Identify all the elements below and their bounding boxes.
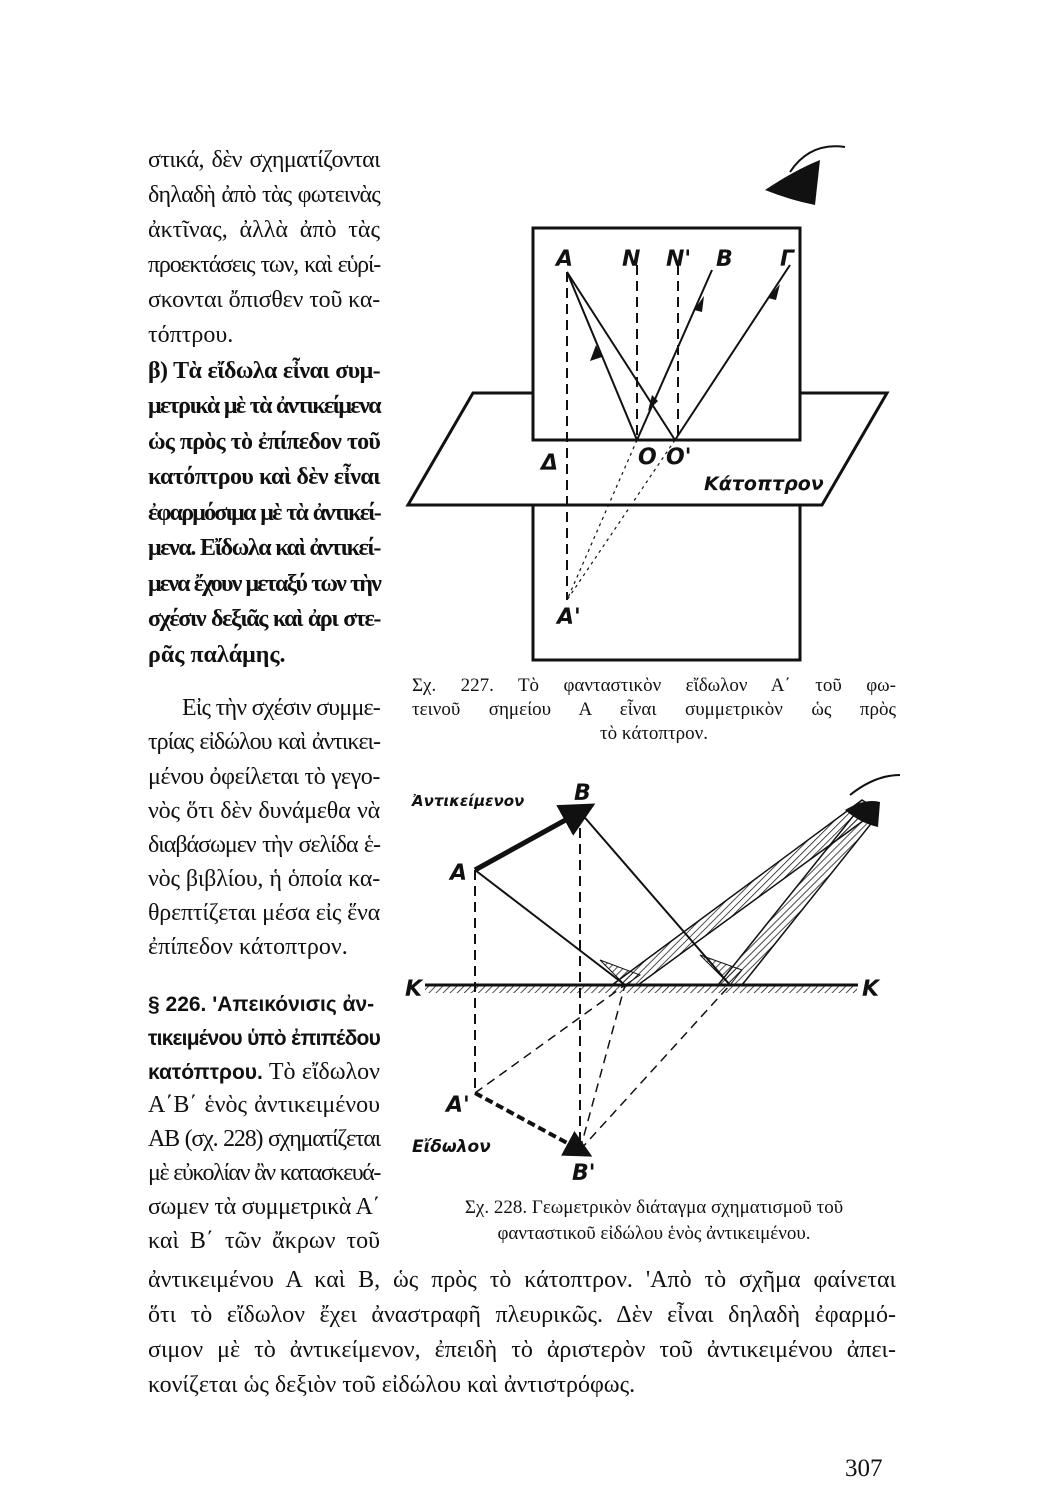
caption-line: Σχ. 228. Γεωμετρικὸν διάταγμα σχηματισμοῦ τοῦ [464, 1197, 844, 1218]
text-line: κατόπτρου καὶ δὲν εἶναι [148, 464, 380, 490]
caption-line: τὸ κάτοπτρον. [600, 723, 708, 744]
text-line: ρᾶς παλάμης. [148, 642, 286, 668]
text-line: μετρικὰ μὲ τὰ ἀντικείμενα [148, 393, 380, 419]
label-mirror: Κάτοπτρον [704, 473, 824, 495]
text-line: νὸς ὅτι δὲν δυνάμεθα νὰ [148, 798, 380, 824]
text-span: Τὸ εἴδωλον [268, 1059, 380, 1085]
text-line: μενα ἔχουν μεταξύ των τὴν [148, 571, 380, 597]
label-G: Γ [780, 247, 795, 272]
text-line: ἐφαρμόσιμα μὲ τὰ ἀντικεί- [148, 500, 380, 526]
section-heading-line: τικειμένου ὑπὸ ἐπιπέδου [148, 1027, 380, 1050]
caption-line: Σχ. 227. Τὸ φανταστικὸν εἴδωλον Α΄ τοῦ φω- [412, 675, 896, 696]
ray-A-incident [475, 870, 625, 985]
text-line: ἀντικειμένου Α καὶ Β, ὡς πρὸς τὸ κάτοπτρον. 'Απὸ τὸ σχῆμα φαίνεται [148, 1267, 896, 1293]
object-arrow-AB [475, 812, 580, 870]
text-line: μὲ εὐκολίαν ἂν κατασκευά- [148, 1160, 380, 1186]
virtual-ray-A [475, 985, 625, 1093]
text-line: κονίζεται ὡς δεξιὸν τοῦ εἰδώλου καὶ ἀντιστρόφως. [148, 1372, 636, 1398]
text-line: β) Τὰ εἴδωλα εἶναι συμ- [148, 358, 380, 384]
text-line: Εἰς τὴν σχέσιν συμμε- [182, 695, 380, 721]
label-B2: Β' [572, 1161, 596, 1186]
text-line: σχέσιν δεξιᾶς καὶ ἀρι στε- [148, 606, 380, 632]
section-number: § 226. [148, 993, 207, 1016]
text-line: μενα. Εἴδωλα καὶ ἀντικεί- [148, 535, 380, 561]
text-line: δηλαδὴ ἀπὸ τὰς φωτεινὰς [148, 182, 380, 208]
text-line: Α΄Β΄ ἑνὸς ἀντικειμένου [148, 1092, 380, 1118]
text-line: ἀκτῖνας, ἀλλὰ ἀπὸ τὰς [148, 217, 380, 243]
eyebrow-icon [850, 775, 900, 795]
label-N: Ν [622, 247, 641, 272]
virtual-ray-B [580, 985, 730, 1150]
label-object: Ἀντικείμενον [412, 792, 525, 810]
label-A2: Α' [557, 605, 581, 630]
label-A: Α [450, 861, 468, 886]
text-line: διαβάσωμεν τὴν σελίδα ἑ- [148, 832, 380, 858]
text-line: καὶ Β΄ τῶν ἄκρων τοῦ [148, 1228, 380, 1254]
label-O2: Ο' [666, 445, 692, 470]
label-image: Εἴδωλον [412, 1137, 491, 1157]
text-line: προεκτάσεις των, καὶ εὑρί- [148, 252, 380, 278]
caption-line: φανταστικοῦ εἰδώλου ἑνὸς ἀντικειμένου. [497, 1223, 811, 1244]
text-line: ὅτι τὸ εἴδωλον ἔχει ἀναστραφῆ πλευρικῶς. Δὲν εἶναι δηλαδὴ ἐφαρμό- [148, 1302, 896, 1328]
page-number: 307 [845, 1455, 883, 1482]
label-K-right: Κ [862, 977, 880, 1002]
text-line: θρεπτίζεται μέσα εἰς ἕνα [148, 900, 380, 926]
eye-icon [765, 160, 820, 205]
label-A: Α [556, 247, 574, 272]
figure-228-diagram [405, 775, 900, 1186]
label-B: Β [574, 781, 591, 806]
text-line: σκονται ὄπισθεν τοῦ κα- [148, 287, 380, 313]
label-A2: Α' [446, 1093, 470, 1118]
label-N2: Ν' [666, 247, 692, 272]
text-line: σωμεν τὰ συμμετρικὰ Α΄ [148, 1194, 380, 1220]
section-title: 'Απεικόνισις ἀν- [212, 993, 375, 1016]
image-arrow-A2B2 [475, 1093, 580, 1150]
text-line: ΑΒ (σχ. 228) σχηματίζεται [148, 1126, 380, 1152]
caption-line: τεινοῦ σημείου Α εἶναι συμμετρικὸν ὡς πρὸς [412, 699, 896, 720]
text-line: μένου ὀφείλεται τὸ γεγο- [148, 764, 380, 790]
text-line: σιμον μὲ τὸ ἀντικείμενον, ἐπειδὴ τὸ ἀριστερὸν τοῦ ἀντικειμένου ἀπει- [148, 1337, 896, 1363]
label-O: Ο [638, 445, 657, 470]
text-line: στικά, δὲν σχηματίζονται [148, 147, 380, 173]
label-D: Δ [541, 451, 559, 476]
text-line: νὸς βιβλίου, ἡ ὁποία κα- [148, 866, 380, 892]
text-line: ὡς πρὸς τὸ ἐπίπεδον τοῦ [148, 429, 380, 455]
figure-227-diagram [408, 146, 887, 660]
text-line: ἐπίπεδον κάτοπτρον. [148, 934, 348, 960]
label-B: Β [716, 247, 733, 272]
section-title: κατόπτρου. [148, 1061, 263, 1084]
text-line: τρίας εἰδώλου καὶ ἀντικει- [148, 729, 380, 755]
mirror-back-frame [533, 505, 800, 660]
text-line: τόπτρου. [148, 322, 234, 348]
label-K-left: Κ [405, 977, 423, 1002]
